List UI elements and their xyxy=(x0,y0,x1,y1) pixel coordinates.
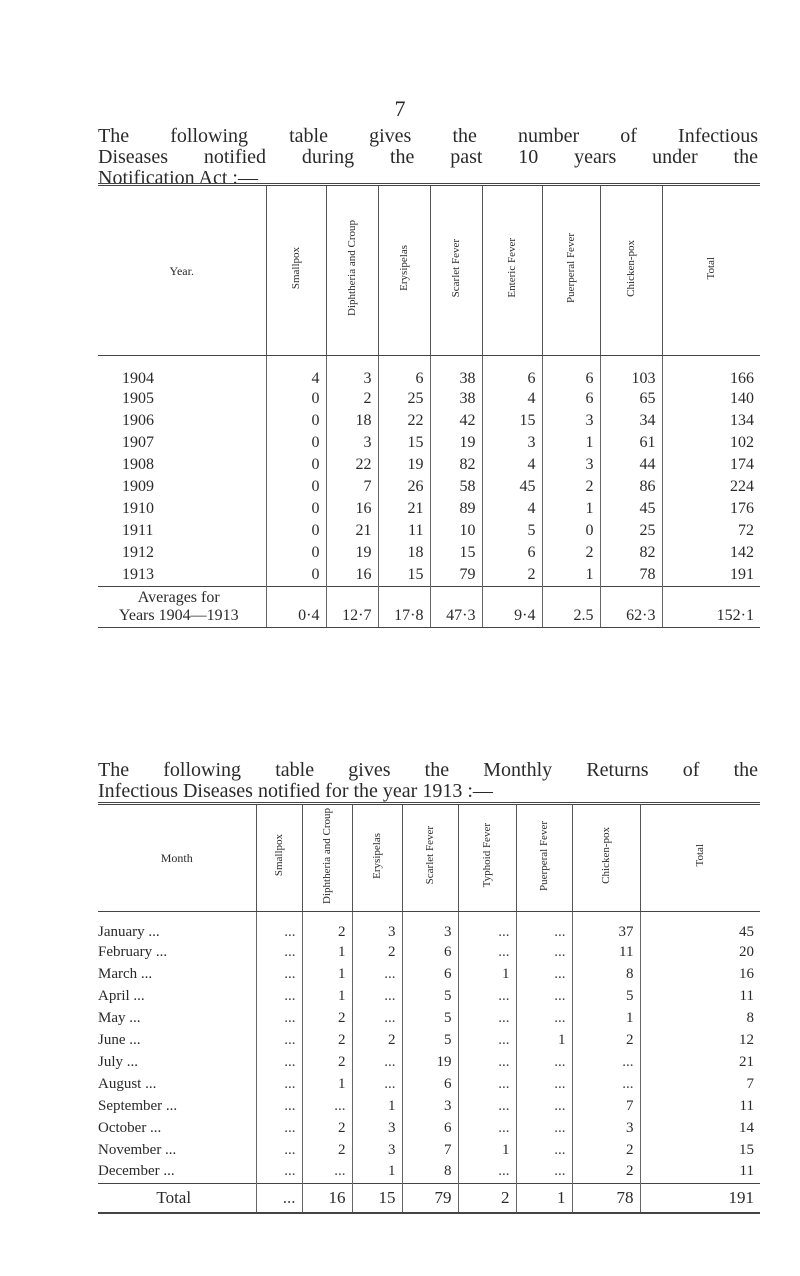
table-cell: 2 xyxy=(302,1139,352,1161)
table-cell: ... xyxy=(516,1007,572,1029)
table-cell: 11 xyxy=(640,985,760,1007)
table-cell: 22 xyxy=(378,410,430,432)
table-cell: 140 xyxy=(662,388,760,410)
table-cell: 0 xyxy=(266,498,326,520)
table-cell: 19 xyxy=(402,1051,458,1073)
table-cell: 22 xyxy=(326,454,378,476)
row-label: May ... xyxy=(98,1009,141,1026)
table-row xyxy=(98,410,760,432)
table-cell: 38 xyxy=(430,388,482,410)
column-header: Enteric Fever xyxy=(482,185,542,356)
table-cell: ... xyxy=(256,912,302,942)
table-cell: 1 xyxy=(458,963,516,985)
table-cell: 2 xyxy=(572,1029,640,1051)
row-label: March ... xyxy=(98,965,153,982)
table-cell: ... xyxy=(302,1095,352,1117)
table-cell: 3 xyxy=(352,1139,402,1161)
table-cell: ... xyxy=(458,941,516,963)
table-cell: 0 xyxy=(266,564,326,586)
table-2-header-row xyxy=(98,804,760,912)
table-cell: 3 xyxy=(542,410,600,432)
table-cell: 1 xyxy=(516,1029,572,1051)
table-cell: 3 xyxy=(326,356,378,389)
table-cell: 7 xyxy=(402,1139,458,1161)
monthly-returns-table xyxy=(98,802,760,1214)
table-cell: 7 xyxy=(572,1095,640,1117)
row-label: November ... xyxy=(98,1141,177,1158)
table-cell: ... xyxy=(572,1051,640,1073)
table-cell: 89 xyxy=(430,498,482,520)
table-cell: 1 xyxy=(572,1007,640,1029)
table-cell: ... xyxy=(458,1029,516,1051)
table-cell: 5 xyxy=(402,1029,458,1051)
table-row xyxy=(98,1117,760,1139)
table-cell: 0 xyxy=(266,542,326,564)
table-row xyxy=(98,432,760,454)
table-cell: 4 xyxy=(482,454,542,476)
table-cell: 174 xyxy=(662,454,760,476)
total-cell: Total xyxy=(98,1183,256,1213)
table-cell: 3 xyxy=(352,912,402,942)
column-header: Diphtheria and Croup xyxy=(326,185,378,356)
row-label: 1910 xyxy=(122,500,154,517)
table-cell: 2 xyxy=(302,1051,352,1073)
row-label: 1906 xyxy=(122,412,154,429)
table-cell: 3 xyxy=(572,1117,640,1139)
row-label: September ... xyxy=(98,1097,178,1114)
table-1-header-row xyxy=(98,185,760,356)
table-cell: 0 xyxy=(266,454,326,476)
table-cell: 42 xyxy=(430,410,482,432)
total-cell: 79 xyxy=(402,1183,458,1213)
table-cell: ... xyxy=(352,1007,402,1029)
table-cell: 5 xyxy=(402,985,458,1007)
table-cell: ... xyxy=(256,985,302,1007)
table-cell: 7 xyxy=(326,476,378,498)
table-cell: 191 xyxy=(662,564,760,586)
table-row xyxy=(98,476,760,498)
total-cell: 1 xyxy=(516,1183,572,1213)
intro-1-line-1: The following table gives the number of Infectious xyxy=(98,125,758,147)
column-header: Erysipelas xyxy=(352,804,402,912)
table-cell: 3 xyxy=(402,912,458,942)
table-cell: ... xyxy=(256,963,302,985)
table-cell: 2 xyxy=(302,912,352,942)
table-cell: 2 xyxy=(542,476,600,498)
total-cell: 191 xyxy=(640,1183,760,1213)
table-row xyxy=(98,985,760,1007)
average-cell: 47·3 xyxy=(430,586,482,627)
table-cell: 86 xyxy=(600,476,662,498)
column-header: Puerperal Fever xyxy=(516,804,572,912)
table-cell: ... xyxy=(256,1073,302,1095)
table-cell: 1 xyxy=(302,963,352,985)
table-cell: 37 xyxy=(572,912,640,942)
table-cell: 82 xyxy=(600,542,662,564)
table-cell: 6 xyxy=(482,542,542,564)
table-cell: 142 xyxy=(662,542,760,564)
table-cell: 1 xyxy=(458,1139,516,1161)
row-label: July ... xyxy=(98,1053,139,1070)
column-header: Typhoid Fever xyxy=(458,804,516,912)
column-header: Chicken-pox xyxy=(600,185,662,356)
table-cell: ... xyxy=(516,1139,572,1161)
table-cell: 0 xyxy=(266,520,326,542)
total-cell: 15 xyxy=(352,1183,402,1213)
table-cell: 45 xyxy=(640,912,760,942)
average-cell: 0·4 xyxy=(266,586,326,627)
intro-2-line-1: The following table gives the Monthly Returns of the xyxy=(98,759,758,781)
table-cell: 78 xyxy=(600,564,662,586)
table-cell: 176 xyxy=(662,498,760,520)
table-cell: 61 xyxy=(600,432,662,454)
table-cell: 15 xyxy=(378,432,430,454)
row-label: October ... xyxy=(98,1119,162,1136)
table-row xyxy=(98,1007,760,1029)
table-cell: 3 xyxy=(352,1117,402,1139)
table-cell: ... xyxy=(256,1051,302,1073)
table-cell: ... xyxy=(458,1161,516,1183)
average-cell: 152·1 xyxy=(662,586,760,627)
row-label: 1913 xyxy=(122,565,154,583)
table-row xyxy=(98,941,760,963)
table-cell: 134 xyxy=(662,410,760,432)
table-cell: 224 xyxy=(662,476,760,498)
table-cell: 21 xyxy=(378,498,430,520)
table-cell: 82 xyxy=(430,454,482,476)
table-cell: 2 xyxy=(302,1007,352,1029)
table-cell: 103 xyxy=(600,356,662,389)
row-label: 1911 xyxy=(122,522,154,539)
row-label: 1907 xyxy=(122,434,154,451)
table-cell: ... xyxy=(516,1117,572,1139)
table-cell: ... xyxy=(458,1117,516,1139)
table-cell: 20 xyxy=(640,941,760,963)
table-cell: 6 xyxy=(482,356,542,389)
table-cell: 2 xyxy=(302,1029,352,1051)
average-cell: 17·8 xyxy=(378,586,430,627)
table-cell: 6 xyxy=(542,356,600,389)
table-cell: 19 xyxy=(378,454,430,476)
table-cell: 2 xyxy=(572,1161,640,1183)
table-row xyxy=(98,1029,760,1051)
table-cell: 4 xyxy=(482,498,542,520)
table-cell: 2 xyxy=(572,1139,640,1161)
table-cell: 21 xyxy=(640,1051,760,1073)
table-cell: 5 xyxy=(482,520,542,542)
table-cell: 5 xyxy=(572,985,640,1007)
column-header: Chicken-pox xyxy=(572,804,640,912)
table-cell: 38 xyxy=(430,356,482,389)
table-cell: 0 xyxy=(266,476,326,498)
table-cell: ... xyxy=(516,912,572,942)
table-cell: 0 xyxy=(266,432,326,454)
table-cell: 4 xyxy=(266,356,326,389)
table-cell: 1 xyxy=(352,1095,402,1117)
table-cell: 3 xyxy=(542,454,600,476)
table-cell: 11 xyxy=(378,520,430,542)
table-cell: ... xyxy=(516,985,572,1007)
table-cell: 8 xyxy=(640,1007,760,1029)
table-cell: ... xyxy=(516,1161,572,1183)
table-row xyxy=(98,388,760,410)
table-cell: ... xyxy=(572,1073,640,1095)
table-cell: 11 xyxy=(572,941,640,963)
table-cell: 6 xyxy=(402,1073,458,1095)
table-cell: ... xyxy=(516,1073,572,1095)
table-row xyxy=(98,564,760,586)
table-cell: 11 xyxy=(640,1161,760,1183)
ten-year-notifications-table xyxy=(98,183,760,628)
table-cell: 79 xyxy=(430,564,482,586)
row-label: 1908 xyxy=(122,456,154,473)
table-cell: 8 xyxy=(572,963,640,985)
column-header: Total xyxy=(640,804,760,912)
row-label: December ... xyxy=(98,1163,175,1180)
table-cell: 21 xyxy=(326,520,378,542)
table-cell: 3 xyxy=(482,432,542,454)
table-cell: ... xyxy=(256,941,302,963)
table-cell: 2 xyxy=(302,1117,352,1139)
row-label: January ... xyxy=(98,924,160,940)
table-cell: 2 xyxy=(482,564,542,586)
table-cell: ... xyxy=(516,941,572,963)
table-cell: ... xyxy=(458,1095,516,1117)
column-header: Smallpox xyxy=(256,804,302,912)
total-cell: 2 xyxy=(458,1183,516,1213)
table-cell: 6 xyxy=(378,356,430,389)
row-label: 1909 xyxy=(122,478,154,495)
table-cell: ... xyxy=(302,1161,352,1183)
table-cell: ... xyxy=(352,985,402,1007)
row-label: April ... xyxy=(98,987,145,1004)
average-cell: 2.5 xyxy=(542,586,600,627)
table-cell: ... xyxy=(458,1073,516,1095)
table-cell: 11 xyxy=(640,1095,760,1117)
table-row xyxy=(98,912,760,942)
table-cell: ... xyxy=(256,1095,302,1117)
table-cell: 166 xyxy=(662,356,760,389)
table-cell: 2 xyxy=(542,542,600,564)
table-2-total-row xyxy=(98,1183,760,1213)
column-header: Total xyxy=(662,185,760,356)
table-cell: 0 xyxy=(266,388,326,410)
row-label: August ... xyxy=(98,1075,157,1092)
row-label: 1905 xyxy=(122,390,154,407)
table-cell: ... xyxy=(352,1051,402,1073)
table-cell: 2 xyxy=(326,388,378,410)
table-cell: 2 xyxy=(352,941,402,963)
table-cell: 1 xyxy=(542,432,600,454)
table-cell: ... xyxy=(256,1117,302,1139)
total-cell: 78 xyxy=(572,1183,640,1213)
table-cell: ... xyxy=(458,1007,516,1029)
table-cell: 1 xyxy=(302,1073,352,1095)
table-cell: 16 xyxy=(640,963,760,985)
intro-1-line-2: Diseases notified during the past 10 years under the xyxy=(98,146,758,168)
table-cell: ... xyxy=(256,1161,302,1183)
table-row xyxy=(98,1161,760,1183)
table-row xyxy=(98,1095,760,1117)
intro-paragraph-1 xyxy=(98,126,758,189)
table-cell: 6 xyxy=(402,963,458,985)
table-row xyxy=(98,1073,760,1095)
table-cell: 15 xyxy=(378,564,430,586)
table-cell: 12 xyxy=(640,1029,760,1051)
table-cell: 15 xyxy=(482,410,542,432)
average-cell: 62·3 xyxy=(600,586,662,627)
table-cell: 3 xyxy=(402,1095,458,1117)
table-row xyxy=(98,542,760,564)
table-1-averages-row xyxy=(98,586,760,627)
table-cell: 1 xyxy=(542,498,600,520)
table-row xyxy=(98,1051,760,1073)
table-cell: ... xyxy=(352,1073,402,1095)
table-cell: 15 xyxy=(640,1139,760,1161)
table-cell: ... xyxy=(256,1007,302,1029)
table-cell: 1 xyxy=(542,564,600,586)
table-cell: 10 xyxy=(430,520,482,542)
table-cell: 34 xyxy=(600,410,662,432)
table-cell: ... xyxy=(516,1095,572,1117)
table-cell: 25 xyxy=(378,388,430,410)
table-cell: ... xyxy=(458,912,516,942)
table-cell: 16 xyxy=(326,564,378,586)
table-cell: 19 xyxy=(430,432,482,454)
intro-paragraph-2 xyxy=(98,760,758,802)
table-cell: 58 xyxy=(430,476,482,498)
table-cell: 44 xyxy=(600,454,662,476)
row-label: June ... xyxy=(98,1031,141,1048)
table-cell: 18 xyxy=(326,410,378,432)
table-row xyxy=(98,520,760,542)
column-header: Scarlet Fever xyxy=(430,185,482,356)
intro-2-line-2: Infectious Diseases notified for the year 1913 :— xyxy=(98,780,493,802)
table-cell: 8 xyxy=(402,1161,458,1183)
table-cell: 45 xyxy=(600,498,662,520)
table-cell: 14 xyxy=(640,1117,760,1139)
table-cell: 1 xyxy=(302,985,352,1007)
table-cell: ... xyxy=(256,1029,302,1051)
table-cell: 3 xyxy=(326,432,378,454)
table-cell: ... xyxy=(516,963,572,985)
table-cell: 1 xyxy=(352,1161,402,1183)
page-number: 7 xyxy=(394,96,406,121)
table-row xyxy=(98,454,760,476)
table-cell: 2 xyxy=(352,1029,402,1051)
table-cell: 7 xyxy=(640,1073,760,1095)
column-header: Puerperal Fever xyxy=(542,185,600,356)
column-header: Smallpox xyxy=(266,185,326,356)
table-cell: 0 xyxy=(266,410,326,432)
intro-1-line-3: Notification Act :— xyxy=(98,167,258,189)
column-header: Year. xyxy=(98,185,266,356)
average-cell: 12·7 xyxy=(326,586,378,627)
table-cell: ... xyxy=(352,963,402,985)
table-cell: 6 xyxy=(542,388,600,410)
table-cell: 6 xyxy=(402,1117,458,1139)
total-cell: 16 xyxy=(302,1183,352,1213)
table-cell: ... xyxy=(458,1051,516,1073)
table-cell: 15 xyxy=(430,542,482,564)
averages-label: Averages for Years 1904—1913 xyxy=(98,586,266,627)
average-cell: 9·4 xyxy=(482,586,542,627)
table-cell: ... xyxy=(516,1051,572,1073)
table-cell: 45 xyxy=(482,476,542,498)
table-row xyxy=(98,963,760,985)
total-cell: ... xyxy=(256,1183,302,1213)
row-label: 1912 xyxy=(122,544,154,561)
column-header: Scarlet Fever xyxy=(402,804,458,912)
table-cell: ... xyxy=(458,985,516,1007)
table-cell: 6 xyxy=(402,941,458,963)
table-cell: 26 xyxy=(378,476,430,498)
table-cell: 1 xyxy=(302,941,352,963)
table-cell: 72 xyxy=(662,520,760,542)
table-cell: 19 xyxy=(326,542,378,564)
table-cell: 0 xyxy=(542,520,600,542)
table-row xyxy=(98,1139,760,1161)
table-cell: ... xyxy=(256,1139,302,1161)
row-label: February ... xyxy=(98,943,168,960)
column-header: Diphtheria and Croup xyxy=(302,804,352,912)
table-cell: 5 xyxy=(402,1007,458,1029)
table-cell: 18 xyxy=(378,542,430,564)
table-cell: 102 xyxy=(662,432,760,454)
table-cell: 16 xyxy=(326,498,378,520)
table-cell: 25 xyxy=(600,520,662,542)
table-row xyxy=(98,498,760,520)
column-header: Erysipelas xyxy=(378,185,430,356)
table-row xyxy=(98,356,760,389)
column-header: Month xyxy=(98,804,256,912)
table-cell: 65 xyxy=(600,388,662,410)
table-cell: 4 xyxy=(482,388,542,410)
row-label: 1904 xyxy=(122,370,154,387)
